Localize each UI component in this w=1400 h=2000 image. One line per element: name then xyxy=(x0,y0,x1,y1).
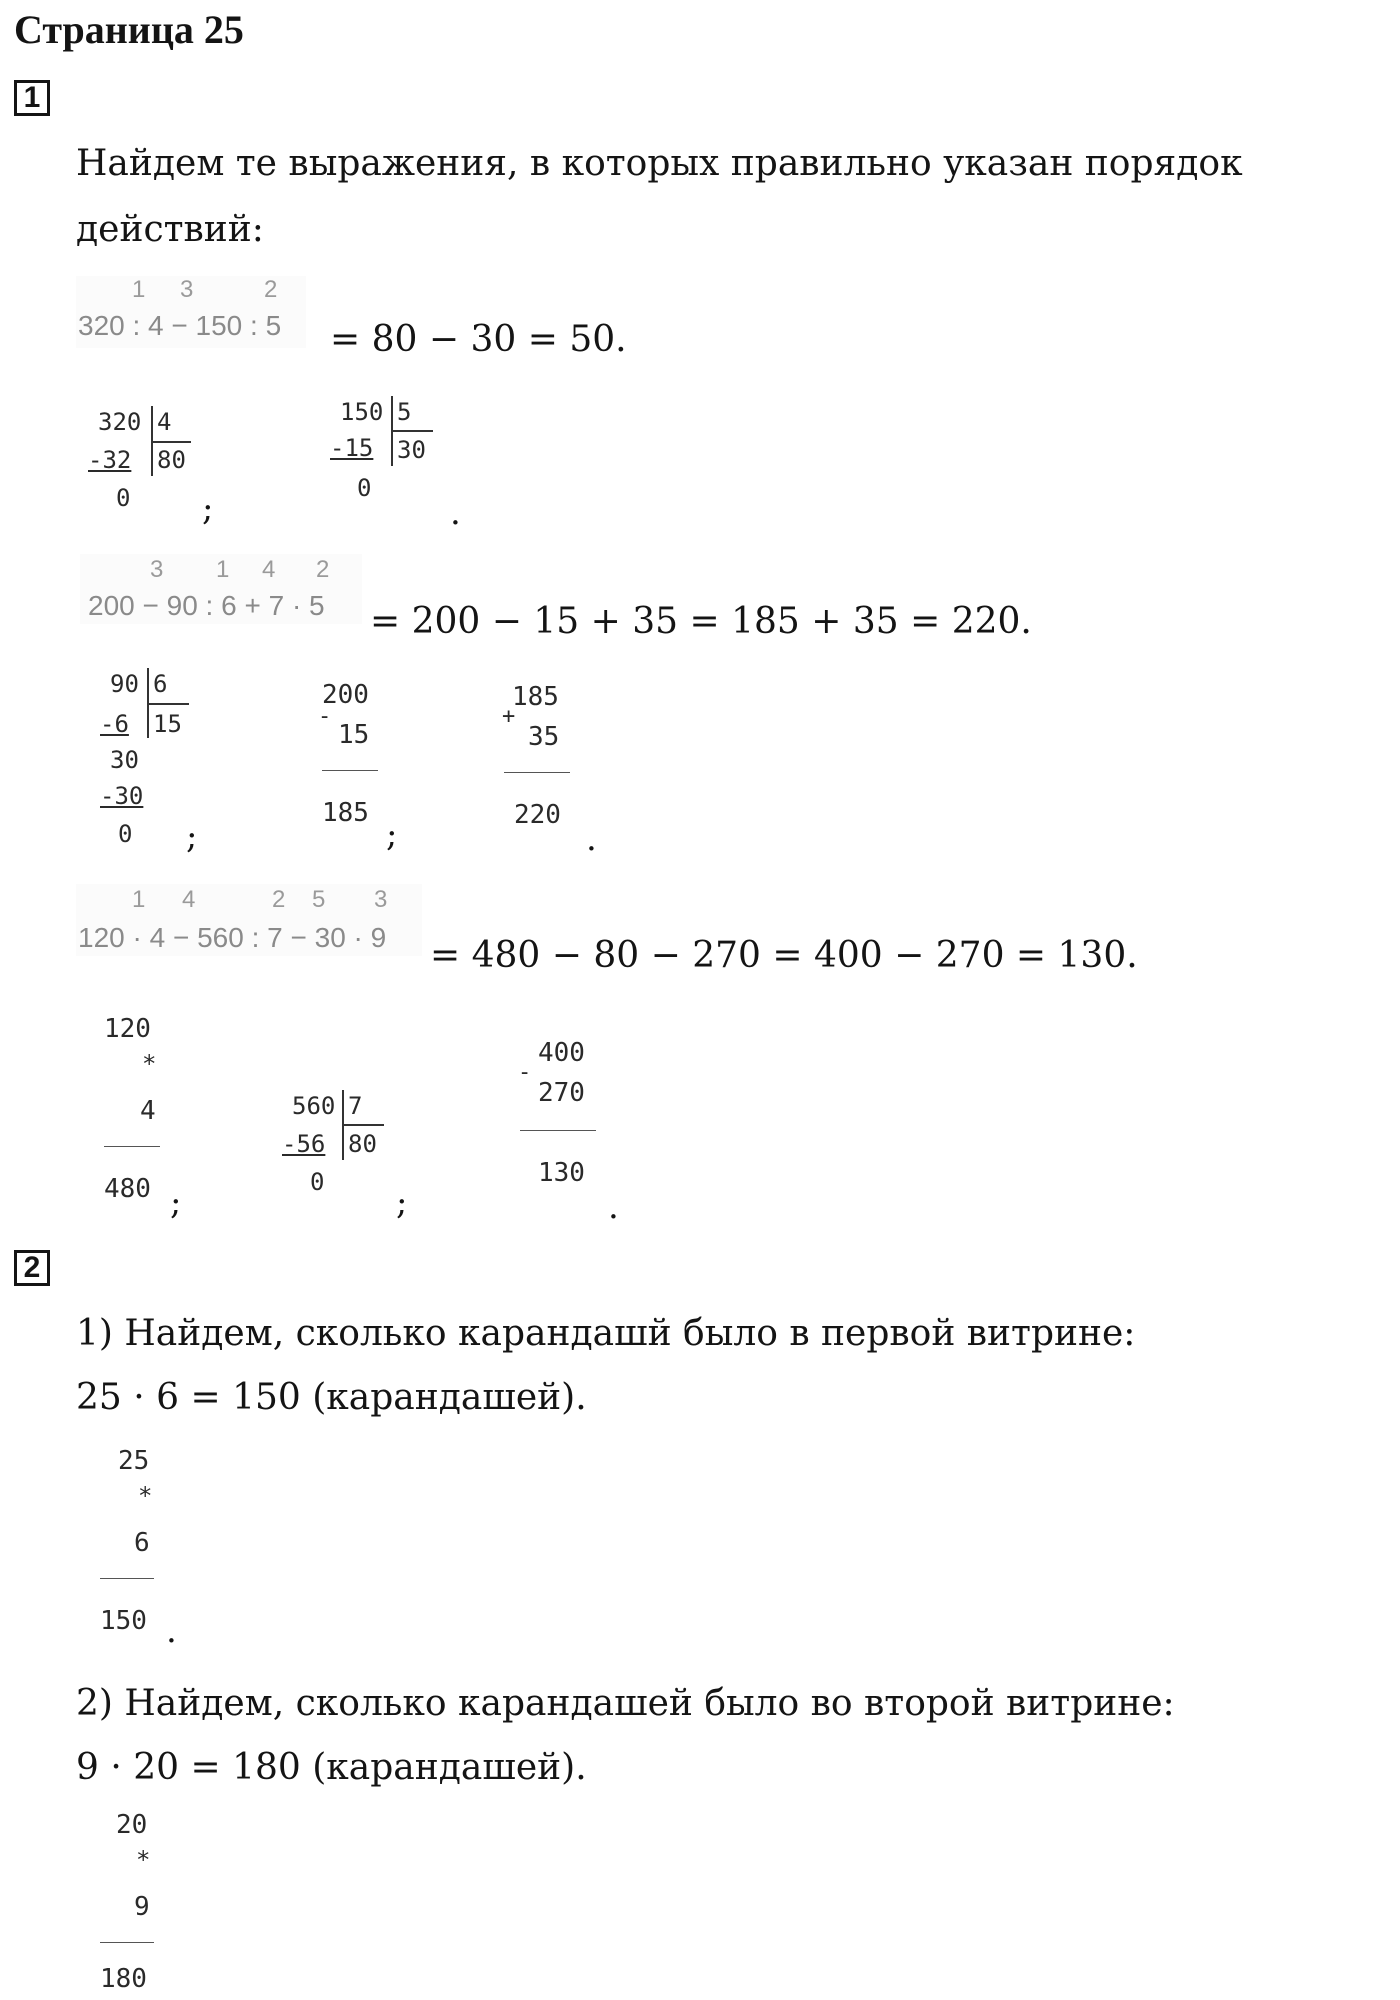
expr2-result: = 200 − 15 + 35 = 185 + 35 = 220. xyxy=(370,601,1032,642)
task1-intro-line1: Найдем те выражения, в которых правильно указан порядок xyxy=(76,143,1243,184)
col-operand-a: 185 xyxy=(512,682,559,712)
col-sign: - xyxy=(318,704,332,729)
col-operand-b: 4 xyxy=(140,1096,156,1126)
col-operand-a: 25 xyxy=(118,1446,150,1476)
div-subtrahend: -15 xyxy=(330,434,374,462)
expr2-order-1: 1 xyxy=(216,556,230,583)
task2-step2-equation: 9 · 20 = 180 (карандашей). xyxy=(76,1747,587,1788)
separator: ; xyxy=(202,489,214,529)
div-divisor: 5 xyxy=(397,398,412,426)
expr1-order-2: 3 xyxy=(180,276,194,303)
div-subtrahend: -32 xyxy=(88,446,132,474)
separator: ; xyxy=(170,1183,182,1223)
expr2-order-3: 3 xyxy=(150,556,164,583)
div-intermediate: 30 xyxy=(110,746,139,774)
col-sign: * xyxy=(142,1050,157,1078)
col-result: 130 xyxy=(538,1158,585,1188)
task-number-2: 2 xyxy=(14,1250,50,1286)
div-divisor: 4 xyxy=(157,408,172,436)
div-quotient: 30 xyxy=(397,436,426,464)
col-result: 220 xyxy=(514,800,561,830)
div-remainder: 0 xyxy=(310,1168,325,1196)
col-sign: - xyxy=(518,1060,532,1085)
col-operand-a: 120 xyxy=(104,1014,151,1044)
col-result-line xyxy=(100,1942,154,1943)
task-number-1: 1 xyxy=(14,80,50,116)
col-result-line xyxy=(322,770,378,771)
expr1-expression: 320 : 4 − 150 : 5 xyxy=(78,310,282,341)
separator: ; xyxy=(396,1183,408,1223)
separator: ; xyxy=(386,815,398,855)
col-result-line xyxy=(520,1130,596,1131)
separator: . xyxy=(608,1187,619,1227)
col-operand-b: 35 xyxy=(528,722,560,752)
expr3-order-1: 1 xyxy=(132,886,146,913)
div-subtrahend: -56 xyxy=(282,1130,326,1158)
expr2-order-4: 4 xyxy=(262,556,276,583)
div-divisor: 7 xyxy=(348,1092,363,1120)
expr3-expression: 120 · 4 − 560 : 7 − 30 · 9 xyxy=(78,922,387,953)
div-quotient: 15 xyxy=(153,710,182,738)
col-sign: * xyxy=(136,1846,151,1874)
div-dividend: 150 xyxy=(340,398,384,426)
col-operand-a: 200 xyxy=(322,680,369,710)
div-remainder: 0 xyxy=(357,474,372,502)
col-operand-b: 270 xyxy=(538,1078,585,1108)
col-result: 150 xyxy=(100,1606,147,1636)
expr2-expression: 200 − 90 : 6 + 7 · 5 xyxy=(88,590,325,621)
col-sign: * xyxy=(138,1482,153,1510)
expr1-order-1: 1 xyxy=(132,276,146,303)
expr1-result: = 80 − 30 = 50. xyxy=(330,319,627,360)
task2-step2-text: 2) Найдем, сколько карандашей было во второй витрине: xyxy=(76,1683,1175,1724)
div-dividend: 320 xyxy=(98,408,142,436)
expr2-order-2: 2 xyxy=(316,556,330,583)
div-quotient-line xyxy=(391,430,433,432)
col-operand-b: 6 xyxy=(134,1528,150,1558)
separator: ; xyxy=(186,817,198,857)
col-result: 480 xyxy=(104,1174,151,1204)
separator: . xyxy=(166,1611,177,1651)
div-remainder: 0 xyxy=(118,820,133,848)
expr3-order-4: 4 xyxy=(182,886,196,913)
col-result-line xyxy=(100,1578,154,1579)
div-subtrahend: -30 xyxy=(100,782,144,810)
page-title: Страница 25 xyxy=(14,7,244,52)
col-operand-b: 15 xyxy=(338,720,370,750)
task2-step1-equation: 25 · 6 = 150 (карандашей). xyxy=(76,1377,587,1418)
div-quotient: 80 xyxy=(348,1130,377,1158)
div-subtrahend: -6 xyxy=(100,710,129,738)
div-quotient-line xyxy=(151,441,191,443)
col-result-line xyxy=(104,1146,160,1147)
separator: . xyxy=(586,819,597,859)
task2-step1-text: 1) Найдем, сколько карандашй было в первой витрине: xyxy=(76,1313,1136,1354)
separator: . xyxy=(450,493,461,533)
div-quotient-line xyxy=(342,1124,384,1126)
expr3-result: = 480 − 80 − 270 = 400 − 270 = 130. xyxy=(430,935,1138,976)
col-result: 185 xyxy=(322,798,369,828)
col-result: 180 xyxy=(100,1964,147,1994)
col-sign: + xyxy=(502,704,516,729)
col-result-line xyxy=(504,772,570,773)
expr3-order-5: 5 xyxy=(312,886,326,913)
div-dividend: 90 xyxy=(110,670,139,698)
col-operand-a: 20 xyxy=(116,1810,148,1840)
expr1-order-3: 2 xyxy=(264,276,278,303)
div-dividend: 560 xyxy=(292,1092,336,1120)
expr3-order-3: 3 xyxy=(374,886,388,913)
div-quotient: 80 xyxy=(157,446,186,474)
expr3-order-2: 2 xyxy=(272,886,286,913)
col-operand-a: 400 xyxy=(538,1038,585,1068)
div-quotient-line xyxy=(147,703,189,705)
div-remainder: 0 xyxy=(116,484,131,512)
div-divisor: 6 xyxy=(153,670,168,698)
task1-intro-line2: действий: xyxy=(76,209,264,250)
col-operand-b: 9 xyxy=(134,1892,150,1922)
